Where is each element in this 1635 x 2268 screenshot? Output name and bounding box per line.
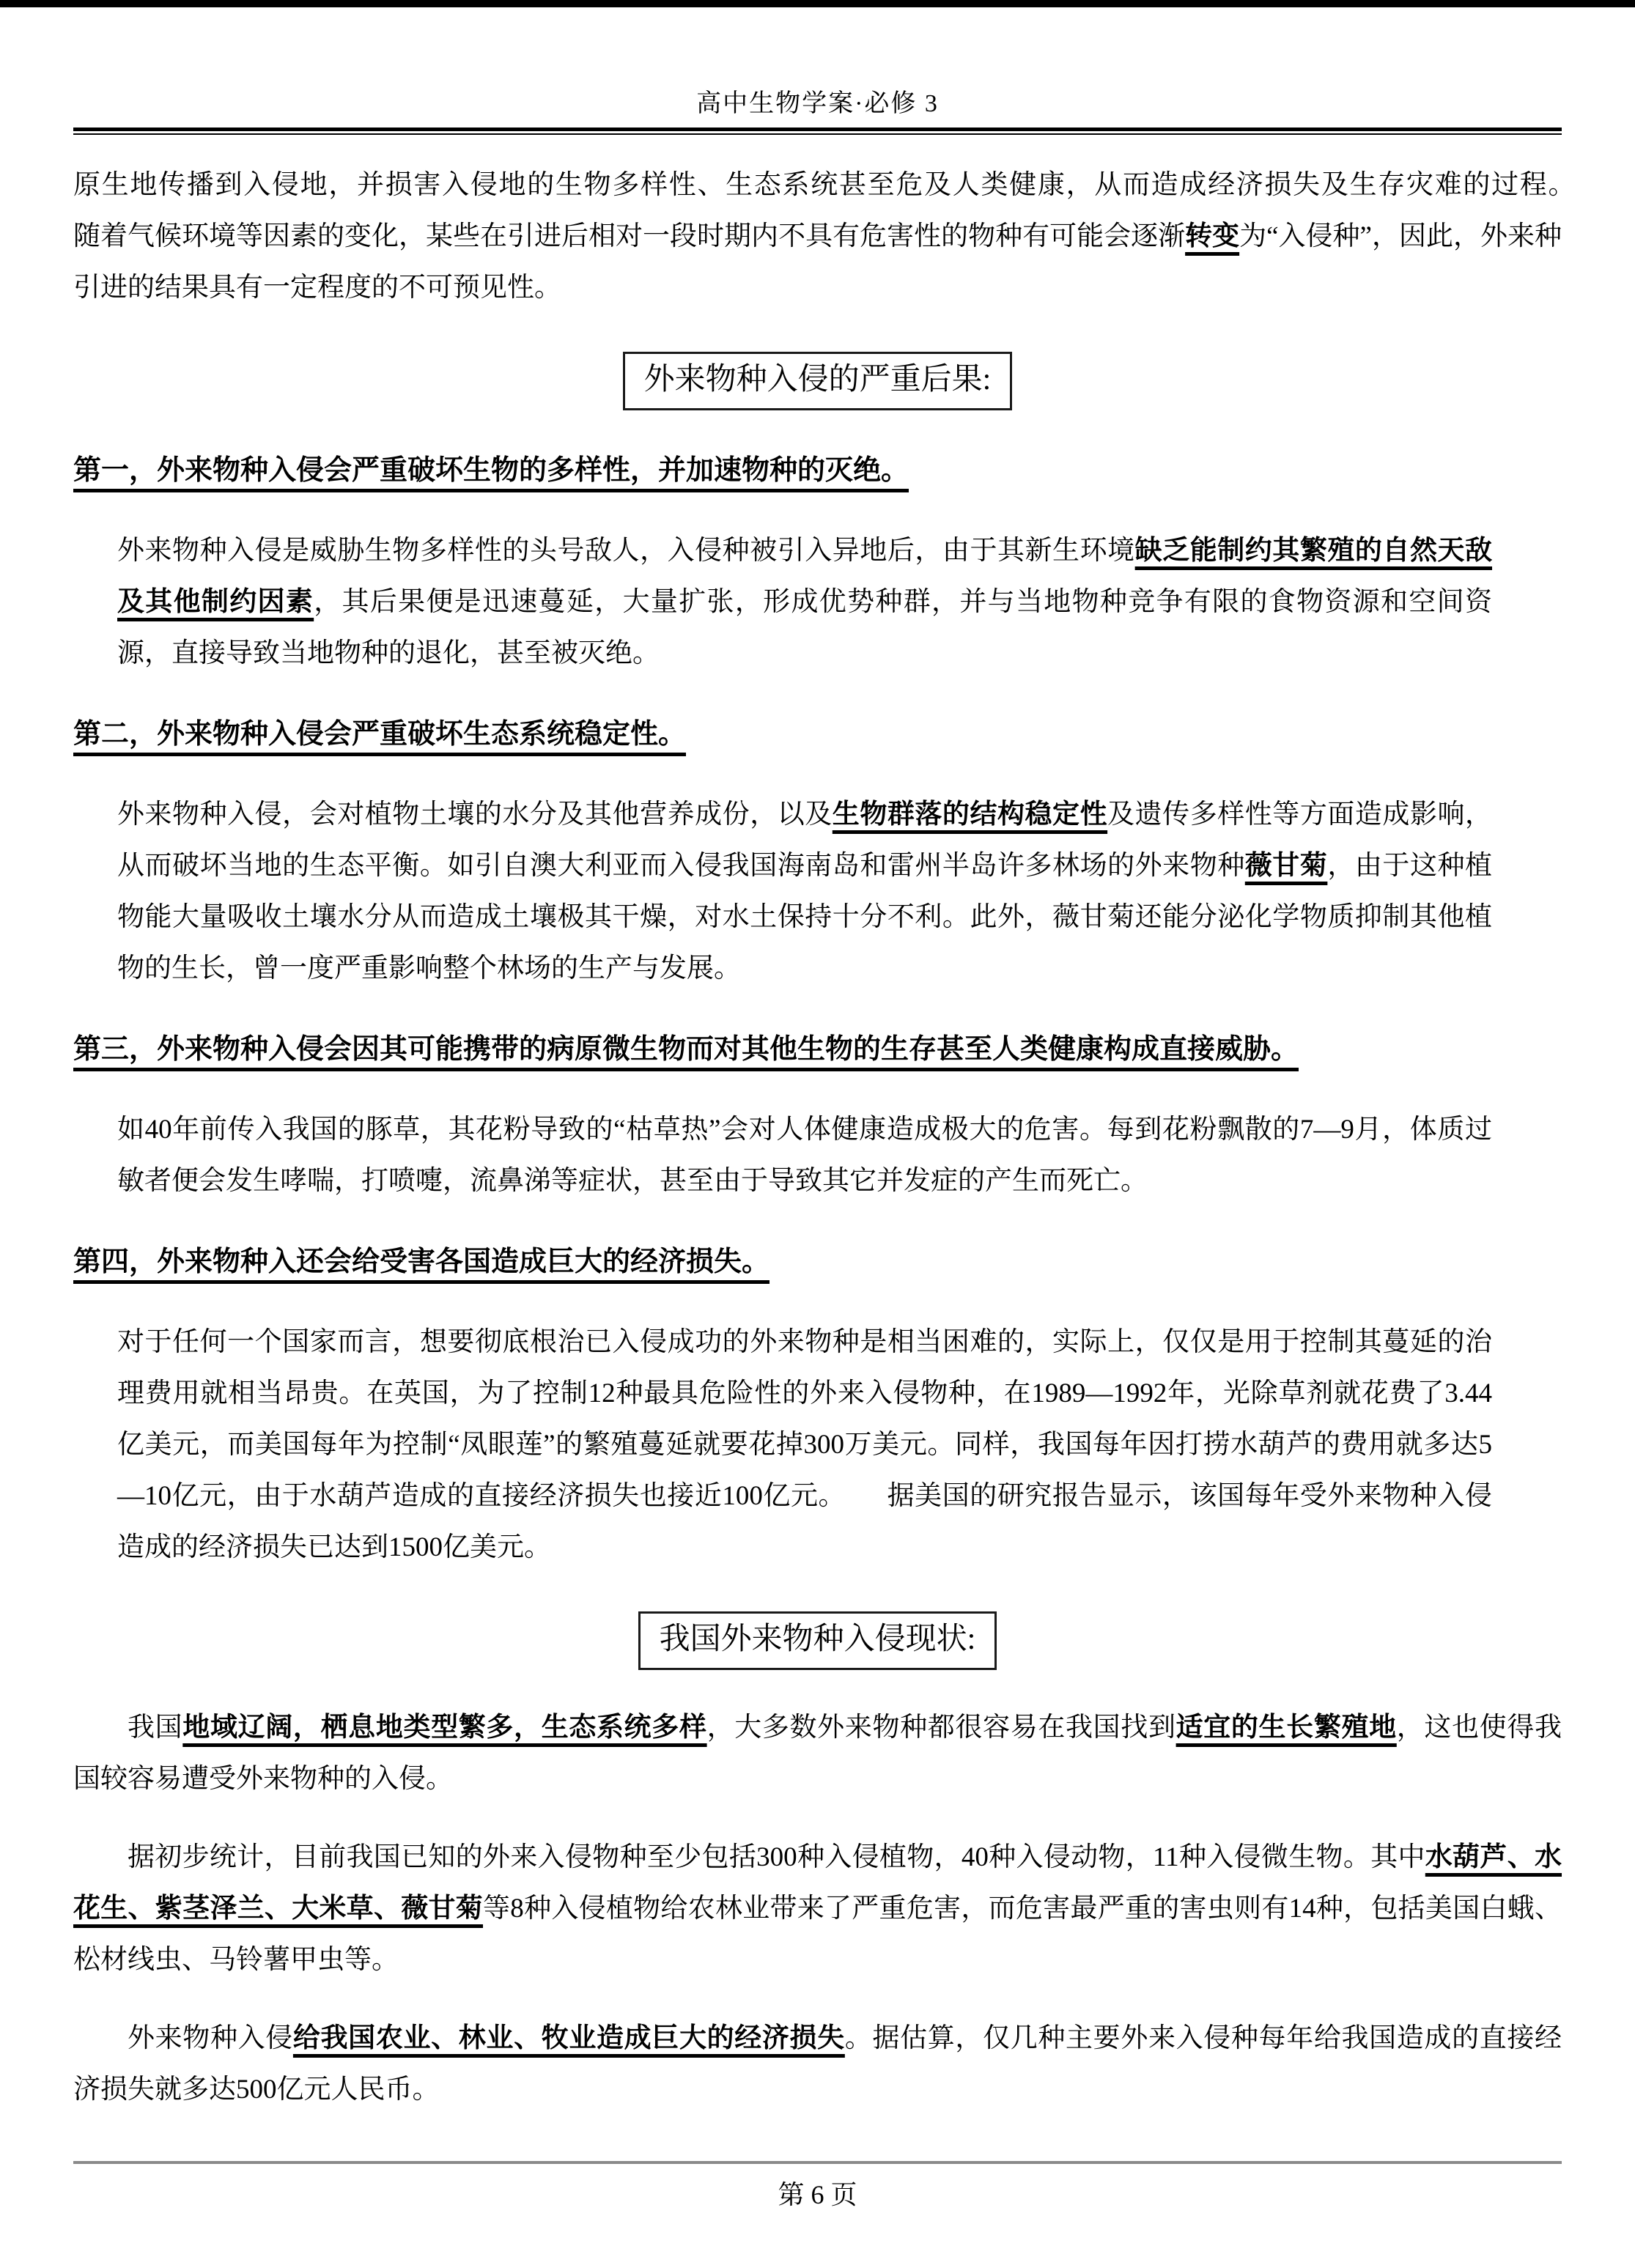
intro-text: 原生地传播到入侵地，并损害入侵地的生物多样性、生态系统甚至危及人类健康，从而造成经济损失及生存灾难的过程。 随着气候环境等因素的变化，某些在引进后相对一段时期内不具有危害性的物种有可能会逐渐 bbox=[73, 170, 1616, 251]
status-paragraph-1: 我国地域辽阔，栖息地类型繁多，生态系统多样，大多数外来物种都很容易在我国找到适宜的生长繁殖地，这也使得我国较容易遭受外来物种的入侵。 bbox=[73, 1713, 1562, 1794]
status-2-key-phrase: 水葫芦、水花生、紫茎泽兰、大米草、薇甘菊 bbox=[73, 1842, 1562, 1924]
header-title: 高中生物学案·必修 3 bbox=[696, 90, 939, 117]
header-rule bbox=[73, 128, 1562, 135]
section-box-title-consequences: 外来物种入侵的严重后果: bbox=[623, 352, 1013, 410]
point-1-heading: 第一，外来物种入侵会严重破坏生物的多样性，并加速物种的灭绝。 bbox=[73, 455, 909, 486]
intro-keyword: 转变 bbox=[1185, 221, 1240, 251]
point-4-heading: 第四，外来物种入还会给受害各国造成巨大的经济损失。 bbox=[73, 1246, 770, 1277]
intro-text-tail: 为“入侵种”，因此，外来种引进的结果具有一定程度的不可预见性。 bbox=[73, 221, 1562, 303]
intro-paragraph bbox=[73, 160, 1616, 314]
status-paragraph-3: 外来物种入侵给我国农业、林业、牧业造成巨大的经济损失。据估算，仅几种主要外来入侵种每年给我国造成的直接经济损失就多达500亿元人民币。 bbox=[73, 2023, 1562, 2105]
status-paragraph-2: 据初步统计，目前我国已知的外来入侵物种至少包括300种入侵植物，40种入侵动物，11种入侵微生物。其中水葫芦、水花生、紫茎泽兰、大米草、薇甘菊等8种入侵植物给农林业带来了严重危害，而危害最严重的害虫则有14种，包括美国白蛾、松材线虫、马铃薯甲虫等。 bbox=[73, 1842, 1562, 1975]
point-2-key-phrase-2: 薇甘菊 bbox=[1244, 851, 1328, 881]
point-3-heading: 第三，外来物种入侵会因其可能携带的病原微生物而对其他生物的生存甚至人类健康构成直接威胁。 bbox=[73, 1034, 1299, 1065]
page-content bbox=[0, 86, 1635, 2217]
point-2-key-phrase-1: 生物群落的结构稳定性 bbox=[832, 799, 1108, 830]
point-2-body: 外来物种入侵，会对植物土壤的水分及其他营养成份，以及生物群落的结构稳定性及遗传多样性等方面造成影响，从而破坏当地的生态平衡。如引自澳大利亚而入侵我国海南岛和雷州半岛许多林场的外来物种薇甘菊，由于这种植物能大量吸收土壤水分从而造成土壤极其干燥，对水土保持十分不利。此外，薇甘菊还能分泌化学物质抑制其他植物的生长，曾一度严重影响整个林场的生产与发展。 bbox=[117, 799, 1493, 983]
point-1-body: 外来物种入侵是威胁生物多样性的头号敌人，入侵种被引入异地后，由于其新生环境缺乏能制约其繁殖的自然天敌及其他制约因素，其后果便是迅速蔓延，大量扩张，形成优势种群，并与当地物种竞争有限的食物资源和空间资源，直接导致当地物种的退化，甚至被灭绝。 bbox=[117, 536, 1493, 668]
section-box-2-wrap bbox=[73, 1611, 1562, 1670]
point-4-body: 对于任何一个国家而言，想要彻底根治已入侵成功的外来物种是相当困难的，实际上，仅仅是用于控制其蔓延的治理费用就相当昂贵。在英国，为了控制12种最具危险性的外来入侵物种，在1989—1992年，光除草剂就花费了3.44亿美元，而美国每年为控制“凤眼莲”的繁殖蔓延就要花掉300万美元。同样，我国每年因打捞水葫芦的费用就多达5—10亿元，由于水葫芦造成的直接经济损失也接近100亿元。 据美国的研究报告显示，该国每年受外来物种入侵造成的经济损失已达到1500亿美元。 bbox=[117, 1327, 1492, 1562]
page-top-edge bbox=[0, 0, 1635, 7]
status-1-key-phrase-2: 适宜的生长繁殖地 bbox=[1175, 1713, 1397, 1743]
point-3-body: 如40年前传入我国的豚草，其花粉导致的“枯草热”会对人体健康造成极大的危害。每到花粉飘散的7—9月，体质过敏者便会发生哮喘，打喷嚏，流鼻涕等症状，甚至由于导致其它并发症的产生而死亡。 bbox=[117, 1115, 1492, 1196]
section-box-1-wrap bbox=[73, 352, 1562, 410]
status-3-key-phrase: 给我国农业、林业、牧业造成巨大的经济损失 bbox=[292, 2023, 845, 2053]
point-1-key-phrase: 缺乏能制约其繁殖的自然天敌及其他制约因素 bbox=[117, 536, 1493, 617]
status-1-key-phrase-1: 地域辽阔，栖息地类型繁多，生态系统多样 bbox=[182, 1713, 707, 1743]
footer-rule bbox=[73, 2161, 1562, 2164]
page-number: 第 6 页 bbox=[778, 2180, 857, 2209]
section-box-title-status: 我国外来物种入侵现状: bbox=[638, 1611, 997, 1670]
point-2-heading: 第二，外来物种入侵会严重破坏生态系统稳定性。 bbox=[73, 719, 687, 750]
